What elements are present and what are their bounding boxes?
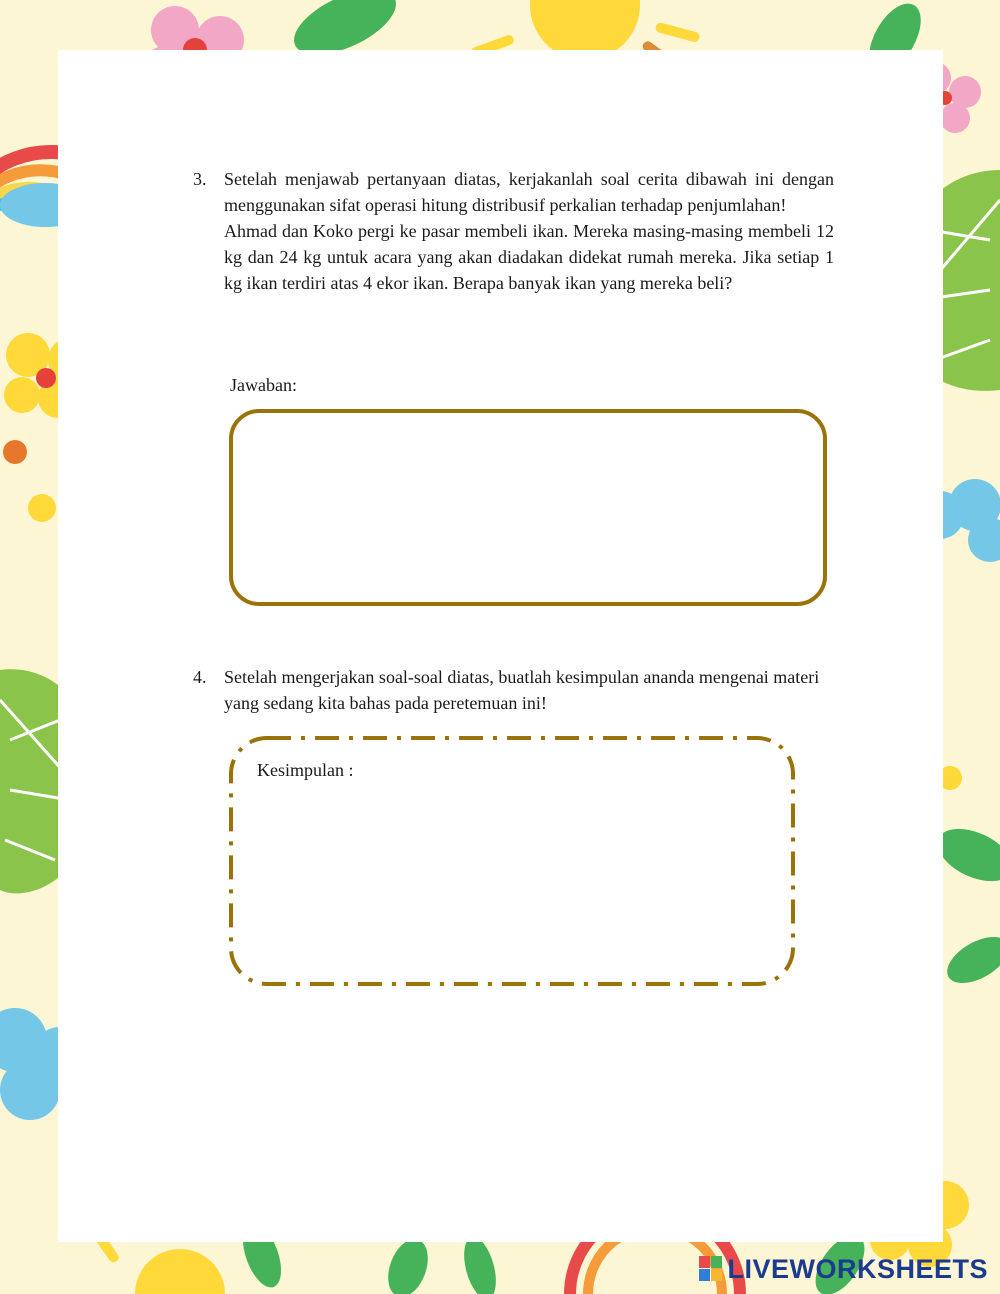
question-instruction: Setelah mengerjakan soal-soal diatas, buatlah kesimpulan ananda mengenai materi yang sedang kita bahas pada peretemuan ini! <box>224 667 820 713</box>
brand-text: LIVEWORKSHEETS <box>727 1253 988 1284</box>
question-instruction: Setelah menjawab pertanyaan diatas, kerjakanlah soal cerita dibawah ini dengan menggunakan sifat operasi hitung distribusif perkalian terhadap penjumlahan! <box>224 169 834 215</box>
answer-input-box[interactable] <box>229 409 827 606</box>
question-number: 3. <box>193 169 207 189</box>
story-problem: Ahmad dan Koko pergi ke pasar membeli ikan. Mereka masing-masing membeli 12 kg dan 24 kg untuk acara yang akan diadakan didekat rumah mereka. Jika setiap 1 kg ikan terdiri atas 4 ekor ikan. Berapa banyak ikan yang mereka beli? <box>224 221 834 293</box>
question-number: 4. <box>193 667 207 687</box>
conclusion-label: Kesimpulan : <box>257 760 354 780</box>
liveworksheets-logo-icon <box>699 1256 723 1282</box>
answer-label: Jawaban: <box>230 375 297 395</box>
question-text <box>224 664 834 716</box>
liveworksheets-brand <box>699 1254 988 1284</box>
question-text <box>224 166 834 296</box>
